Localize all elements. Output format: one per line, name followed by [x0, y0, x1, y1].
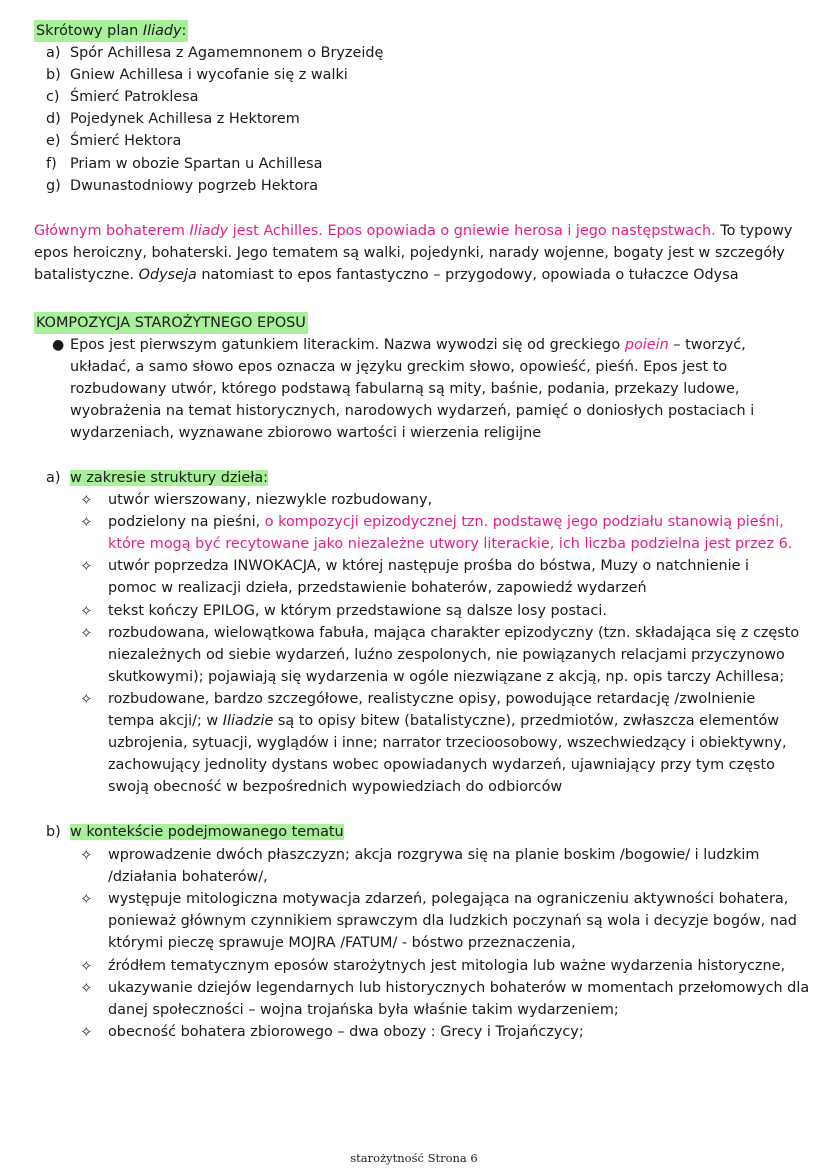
item-text: tempa akcji/; w — [108, 713, 223, 729]
section-b-item — [108, 955, 785, 977]
intro-text: epos heroiczny, bohaterski. — [34, 245, 233, 261]
intro-underlined-text: Jego tematem są walki, pojedynki, narady wojenne, bogaty jest w szczegóły — [232, 245, 785, 261]
item-line: źródłem tematycznym eposów starożytnych jest mitologia lub ważne wydarzenia historyczne, — [108, 958, 786, 974]
intro-line — [34, 220, 792, 242]
item-line — [108, 710, 787, 732]
section-a-label: a) — [46, 470, 61, 486]
item-line: tekst kończy EPILOG, w którym przedstawione są dalsze losy postaci. — [108, 603, 607, 619]
bullet-dot-icon: ● — [52, 337, 65, 353]
plan-item — [46, 64, 348, 86]
four-point-star-icon: ✧ — [80, 690, 93, 708]
intro-italic: Odyseja — [138, 267, 197, 283]
item-line: swoją obecność w bezpośrednich wypowiedziach do odbiorców — [108, 779, 563, 795]
intro-pink-text: Głównym bohaterem — [34, 223, 190, 239]
item-line: rozbudowane, bardzo szczegółowe, realistyczne opisy, powodujące retardację /zwolnienie — [108, 691, 756, 707]
composition-text: – tworzyć, — [668, 337, 746, 353]
section-a-item — [108, 489, 432, 511]
plan-item-text: Spór Achillesa z Agamemnonem o Bryzeidę — [70, 45, 384, 61]
item-line — [108, 511, 792, 533]
section-a-item — [108, 622, 799, 688]
section-b-heading — [46, 821, 344, 843]
four-point-star-icon: ✧ — [80, 1023, 93, 1041]
intro-paragraph — [34, 220, 792, 286]
poiein-word: poiein — [624, 337, 669, 353]
plan-item-label: g) — [46, 178, 61, 194]
plan-item — [46, 42, 383, 64]
composition-title — [34, 312, 308, 334]
section-a-item — [108, 555, 749, 599]
item-line: ukazywanie dziejów legendarnych lub historycznych bohaterów w momentach przełomowych dla — [108, 980, 810, 996]
plan-title — [34, 20, 188, 42]
section-b-label: b) — [46, 824, 61, 840]
item-line: występuje mitologiczna motywacja zdarzeń, polegająca na ograniczeniu aktywności bohatera, — [108, 891, 789, 907]
plan-item-label: b) — [46, 67, 61, 83]
plan-item-text: Dwunastodniowy pogrzeb Hektora — [70, 178, 319, 194]
intro-line — [34, 264, 792, 286]
plan-item-label: c) — [46, 89, 60, 105]
item-line: wprowadzenie dwóch płaszczyzn; akcja rozgrywa się na planie boskim /bogowie/ i ludzkim — [108, 847, 760, 863]
composition-line: układać, a samo słowo epos oznacza w języku greckim słowo, opowieść, pieśń. Epos jest to — [70, 359, 728, 375]
item-text: podzielony na pieśni, — [108, 514, 265, 530]
item-line: rozbudowana, wielowątkowa fabuła, mająca charakter epizodyczny (tzn. składająca się z często — [108, 625, 800, 641]
four-point-star-icon: ✧ — [80, 491, 93, 509]
item-line: danej społeczności – wojna trojańska była właśnie takim wydarzeniem; — [108, 1002, 619, 1018]
plan-item-text: Pojedynek Achillesa z Hektorem — [70, 111, 300, 127]
item-line: pomoc w realizacji dzieła, przedstawienie bohaterów, zapowiedź wydarzeń — [108, 580, 647, 596]
section-a-title: w zakresie struktury dzieła: — [70, 470, 269, 486]
composition-line: rozbudowany utwór, którego podstawą fabularną są mity, baśnie, podania, przekazy ludowe, — [70, 381, 740, 397]
plan-item — [46, 130, 181, 152]
plan-item-text: Priam w obozie Spartan u Achillesa — [70, 156, 323, 172]
intro-pink-italic: Iliady — [189, 223, 229, 239]
plan-item — [46, 108, 300, 130]
plan-item-label: d) — [46, 111, 61, 127]
item-line: obecność bohatera zbiorowego – dwa obozy : Grecy i Trojańczycy; — [108, 1024, 584, 1040]
composition-line: wyobrażenia na temat historycznych, narodowych wydarzeń, pamięć o doniosłych postaciach i — [70, 403, 755, 419]
four-point-star-icon: ✧ — [80, 624, 93, 642]
item-text: są to opisy bitew (batalistyczne), przedmiotów, zwłaszcza elementów — [273, 713, 780, 729]
plan-item-text: Śmierć Patroklesa — [70, 89, 199, 105]
section-b-title: w kontekście podejmowanego tematu — [70, 824, 344, 840]
composition-line — [70, 334, 754, 356]
item-italic: Iliadzie — [222, 713, 274, 729]
plan-item-label: f) — [46, 156, 57, 172]
plan-item — [46, 153, 322, 175]
intro-text: batalistyczne. — [34, 267, 139, 283]
four-point-star-icon: ✧ — [80, 979, 93, 997]
section-a-item — [108, 688, 787, 798]
plan-item — [46, 86, 199, 108]
item-line: skutkowymi); pojawiają się wydarzenia w ogóle niezwiązane z akcją, np. opis tarczy Achillesa; — [108, 669, 785, 685]
four-point-star-icon: ✧ — [80, 557, 93, 575]
four-point-star-icon: ✧ — [80, 513, 93, 531]
plan-title-italic: Iliady — [142, 23, 182, 39]
plan-item-text: Śmierć Hektora — [70, 133, 182, 149]
section-a-item — [108, 600, 607, 622]
section-b-item — [108, 888, 797, 954]
intro-text: To typowy — [715, 223, 793, 239]
composition-paragraph — [70, 334, 754, 444]
item-line: utwór poprzedza INWOKACJA, w której następuje prośba do bóstwa, Muzy o natchnienie i — [108, 558, 750, 574]
four-point-star-icon: ✧ — [80, 957, 93, 975]
plan-item — [46, 175, 318, 197]
intro-line — [34, 242, 792, 264]
four-point-star-icon: ✧ — [80, 890, 93, 908]
item-line: ponieważ głównym czynnikiem sprawczym dla ludzkich poczynań są wola i decyzje bogów, nad — [108, 913, 797, 929]
section-b-item — [108, 844, 759, 888]
plan-title-text: Skrótowy plan — [36, 23, 143, 39]
section-a-item — [108, 511, 792, 555]
composition-line: wydarzeniach, wyznawane zbiorowo wartości i wierzenia religijne — [70, 425, 542, 441]
plan-item-text: Gniew Achillesa i wycofanie się z walki — [70, 67, 348, 83]
four-point-star-icon: ✧ — [80, 602, 93, 620]
plan-item-label: a) — [46, 45, 61, 61]
intro-pink-text: jest Achilles. Epos opowiada o gniewie herosa i jego następstwach. — [228, 223, 716, 239]
section-b-item — [108, 1021, 584, 1043]
item-line: którymi pieczę sprawuje MOJRA /FATUM/ - bóstwo przeznaczenia, — [108, 935, 576, 951]
item-line: niezależnych od siebie wydarzeń, luźno zespolonych, nie powiązanych relacjami przyczynowo — [108, 647, 785, 663]
section-b-item — [108, 977, 809, 1021]
item-line: uzbrojenia, sytuacji, wyglądów i inne; narrator trzecioosobowy, wszechwiedzący i obiektywny, — [108, 735, 787, 751]
plan-item-label: e) — [46, 133, 61, 149]
item-pink-text: o kompozycji epizodycznej tzn. podstawę jego podziału stanowią pieśni, — [264, 514, 784, 530]
four-point-star-icon: ✧ — [80, 846, 93, 864]
intro-text: natomiast to epos fantastyczno – przygodowy, opowiada o tułaczce Odysa — [196, 267, 739, 283]
composition-text: Epos jest pierwszym gatunkiem literackim. Nazwa wywodzi się od greckiego — [70, 337, 625, 353]
item-line: zachowujący jednolity dystans wobec opowiadanych wydarzeń, ujawniający przy tym często — [108, 757, 775, 773]
section-a-heading — [46, 467, 268, 489]
page-footer: starożytność Strona 6 — [350, 1151, 478, 1165]
item-line: które mogą być recytowane jako niezależne utwory literackie, ich liczba podzielna jest przez 6. — [108, 536, 793, 552]
item-line: utwór wierszowany, niezwykle rozbudowany, — [108, 492, 433, 508]
plan-title-colon: : — [181, 23, 187, 39]
item-line: /działania bohaterów/, — [108, 869, 268, 885]
composition-title-text: KOMPOZYCJA STAROŻYTNEGO EPOSU — [36, 315, 306, 331]
